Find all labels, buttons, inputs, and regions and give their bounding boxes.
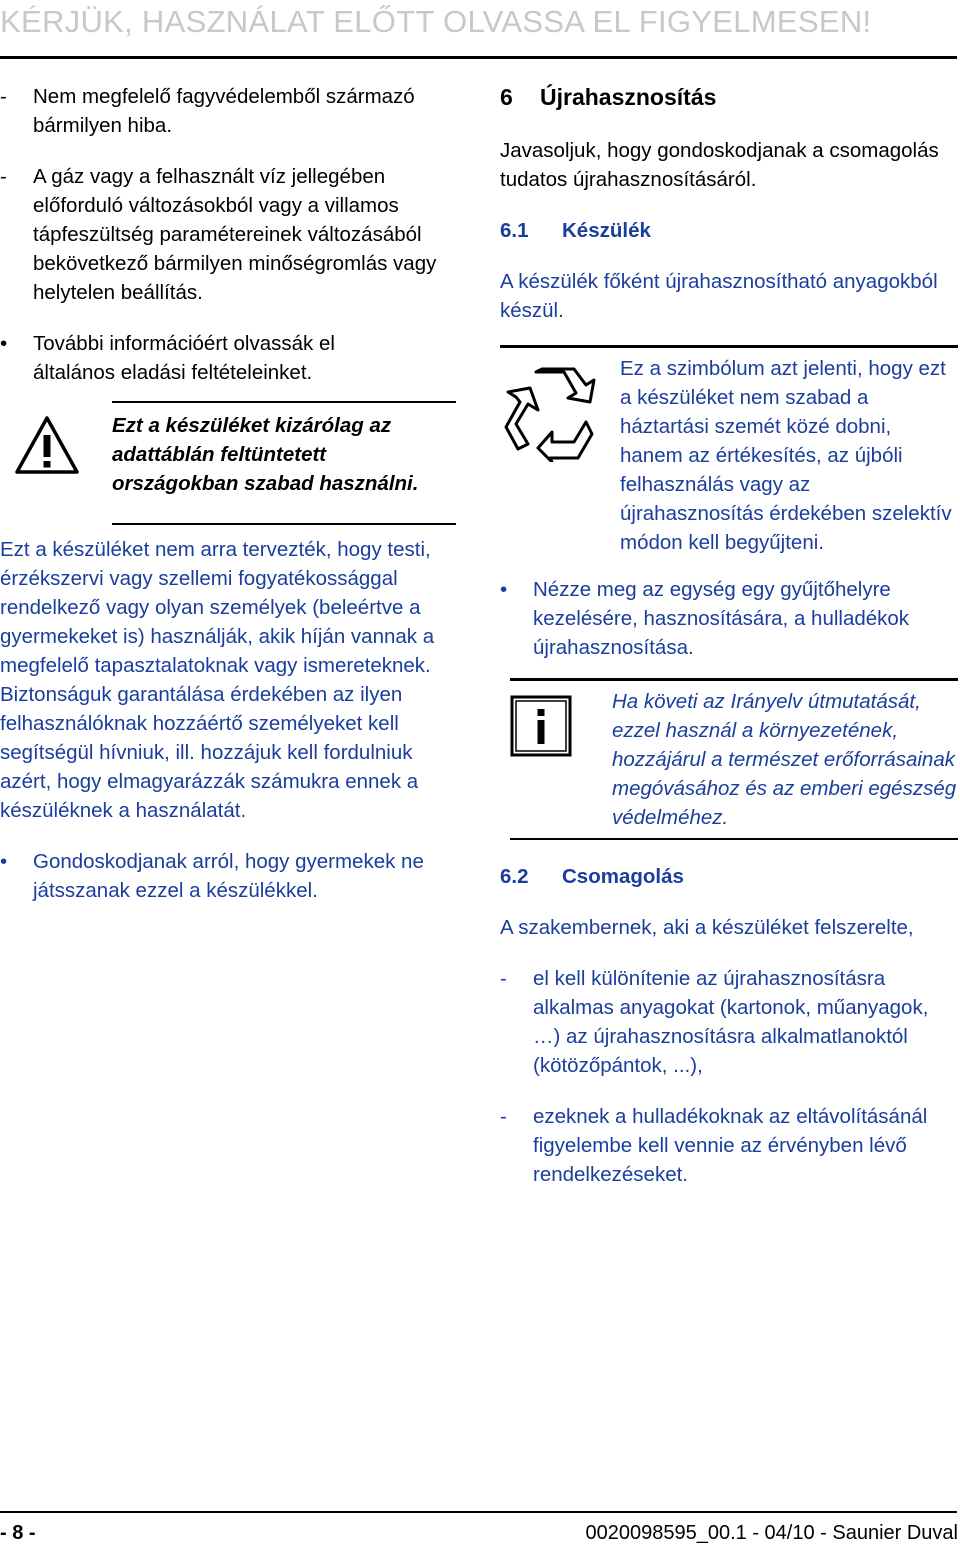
subsection-heading (500, 862, 958, 891)
warning-top-rule (112, 401, 456, 403)
dash-item (0, 82, 470, 140)
page-number: - 8 - (0, 1522, 36, 1544)
dash-item (500, 1102, 958, 1189)
dash-marker: - (0, 165, 7, 188)
dash-item-text: A gáz vagy a felhasznált víz jellegében előforduló változásokból vagy a villamos tápfeszültség paramétereinek változásából bekövetkező bármilyen minőségromlás vagy helytelen beállítás. (33, 165, 437, 304)
info-icon (510, 695, 572, 757)
dash-marker: - (500, 1105, 507, 1128)
dash-item (0, 162, 470, 307)
subsection-heading (500, 216, 958, 245)
dash-item (500, 964, 958, 1080)
info-top-rule (510, 678, 958, 681)
subsection-title: Csomagolás (562, 865, 684, 888)
bullet-marker: • (0, 332, 8, 355)
warning-note (0, 411, 470, 521)
right-column (500, 82, 958, 1189)
bullet-item (0, 329, 470, 387)
recycle-icon (502, 366, 604, 462)
bullet-item (500, 575, 958, 662)
section-title: Újrahasznosítás (540, 84, 717, 110)
subsection-text: A készülék főként újrahasznosítható anyagokból készül. (500, 270, 938, 322)
subsection-text: A szakembernek, aki a készüléket felszerelte, (500, 916, 914, 939)
paragraph: Ezt a készüléket nem arra tervezték, hogy testi, érzékszervi vagy szellemi fogyatékossággal rendelkező vagy olyan személyek (beleértve a gyermekeket is) használják, akik híján vannak a megfelelő tapasztalatoknak vagy ismereteknek. Biztonságuk garantálása érdekében az ilyen felhasználóknak hozzáértő személyeket kell segítségül hívniuk, ill. hozzájuk kell fordulniuk azért, hogy elmagyarázzák számukra ennek a készüléknek a használatát. (0, 538, 435, 822)
subsection-title: Készülék (562, 219, 651, 242)
info-note-text: Ha követi az Irányelv útmutatását, ezzel használ a környezetének, hozzájárul a természet erőforrásainak megóvásához és az emberi egészség védelméhez. (612, 690, 957, 829)
bullet-item-text: Gondoskodjanak arról, hogy gyermekek ne játsszanak ezzel a készülékkel. (33, 850, 424, 902)
footer-divider (0, 1511, 957, 1513)
section-number: 6 (500, 84, 513, 110)
recycle-note-text: Ez a szimbólum azt jelenti, hogy ezt a készüléket nem szabad a háztartási szemét közé dobni, hanem az értékesítés, az újbóli felhasználás vagy az újrahasznosítás érdekében szelektív módon kell begyűjteni. (620, 357, 952, 554)
bullet-item (0, 847, 470, 905)
document-reference: 0020098595_00.1 - 04/10 - Saunier Duval (585, 1522, 958, 1544)
bullet-marker: • (500, 578, 508, 601)
section-text: Javasoljuk, hogy gondoskodjanak a csomagolás tudatos újrahasznosításáról. (500, 139, 939, 191)
subsection-number: 6.2 (500, 865, 529, 888)
recycle-top-rule (500, 345, 958, 348)
left-column (0, 82, 470, 905)
dash-item-text: el kell különítenie az újrahasznosításra alkalmas anyagokat (kartonok, műanyagok, …) az újrahasznosításra alkalmatlanoktól (kötözőpántok, ...), (533, 967, 929, 1077)
dash-item-text: ezeknek a hulladékoknak az eltávolításánál figyelembe kell vennie az érvényben lévő rendelkezéseket. (533, 1105, 928, 1186)
section-heading (500, 82, 958, 112)
dash-marker: - (0, 85, 7, 108)
info-bottom-rule (510, 838, 958, 840)
bullet-item-text: További információért olvassák el általános eladási feltételeinket. (33, 332, 335, 384)
dash-marker: - (500, 967, 507, 990)
recycle-note (500, 354, 958, 557)
warning-text: Ezt a készüléket kizárólag az adattáblán feltüntetett országokban szabad használni. (112, 414, 419, 495)
subsection-number: 6.1 (500, 219, 529, 242)
dash-item-text: Nem megfelelő fagyvédelemből származó bármilyen hiba. (33, 85, 415, 137)
bullet-item-text: Nézze meg az egység egy gyűjtőhelyre kezelésére, hasznosítására, a hulladékok újrahasznosítása. (533, 578, 910, 659)
warning-bottom-rule (112, 523, 456, 525)
page-header-title: KÉRJÜK, HASZNÁLAT ELŐTT OLVASSA EL FIGYELMESEN! (0, 4, 872, 39)
info-note (500, 687, 958, 832)
warning-triangle-icon (14, 415, 80, 475)
bullet-marker: • (0, 850, 8, 873)
header-divider (0, 56, 957, 59)
